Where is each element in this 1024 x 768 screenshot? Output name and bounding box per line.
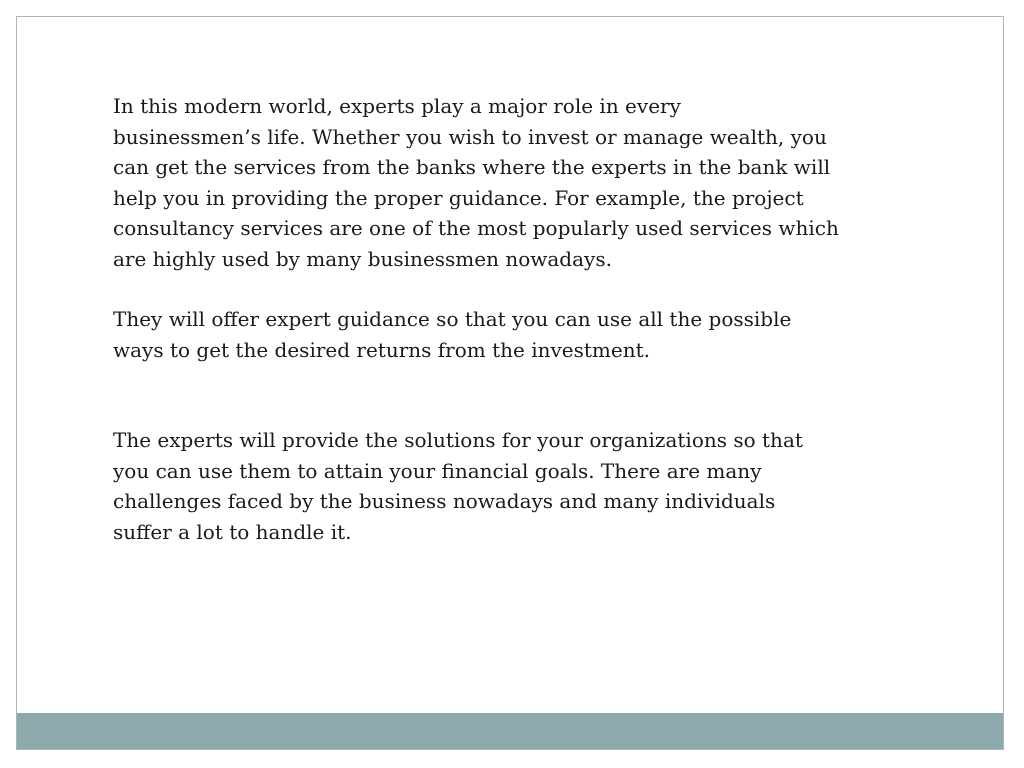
footer-bar (17, 713, 1003, 749)
slide (16, 16, 1004, 750)
paragraph-1: In this modern world, experts play a major role in every businessmen’s life. Whether you wish to invest or manage wealth, you can get the services from the banks where the experts in the bank will help you in providing the proper guidance. For example, the project consultancy services are one of the most popularly used services which are highly used by many businessmen nowadays. (113, 94, 839, 271)
slide-body (113, 91, 923, 547)
paragraph-3: The experts will provide the solutions for your organizations so that you can use them to attain your financial goals. There are many challenges faced by the business nowadays and many individuals suffer a lot to handle it. (113, 428, 803, 544)
paragraph-2: They will offer expert guidance so that you can use all the possible ways to get the desired returns from the investment. (113, 307, 792, 362)
